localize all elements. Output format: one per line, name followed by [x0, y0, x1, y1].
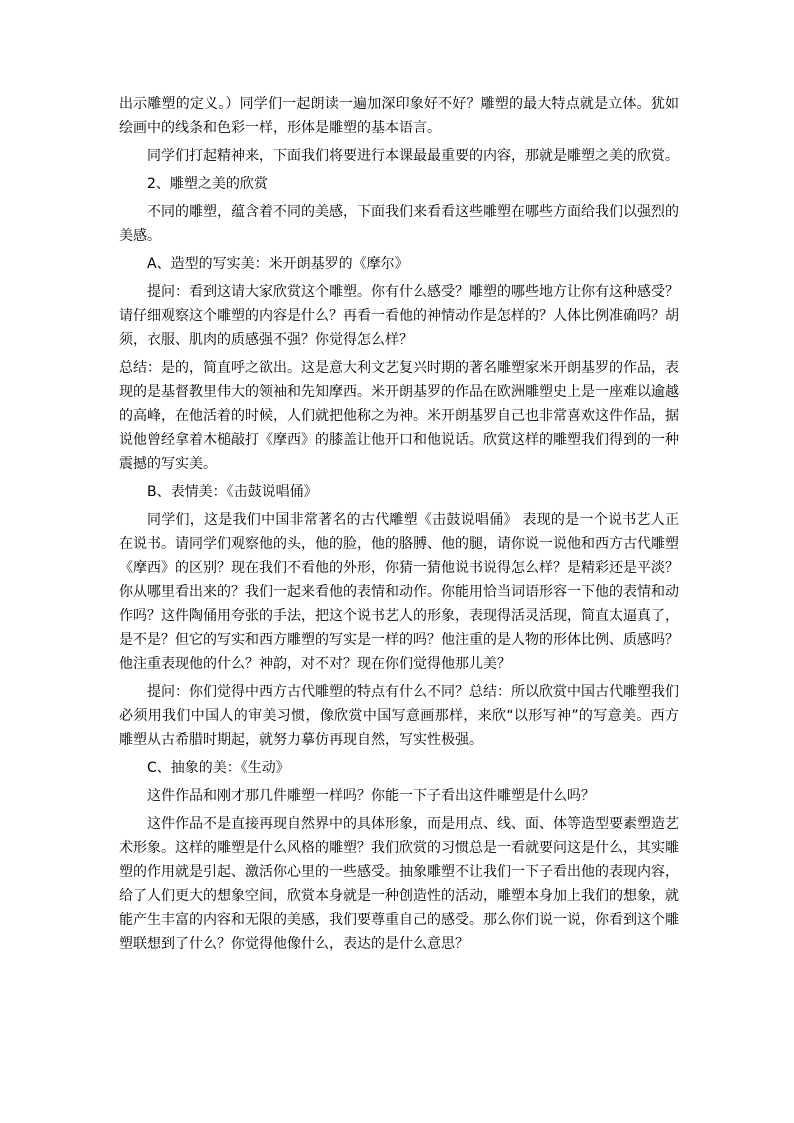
- subsection-heading-c: C、抽象的美：《生动》: [147, 760, 290, 776]
- subsection-heading-b: B、表情美：《击鼓说唱俑》: [147, 484, 318, 500]
- document-page: [119, 92, 679, 956]
- paragraph-discussion-c: 这件作品不是直接再现自然界中的具体形象，而是用点、线、面、体等造型要素塑造艺术形象。这样的雕塑是什么风格的雕塑？我们欣赏的习惯总是一看就要问这是什么，其实雕塑的作用就是引起、激活你心里的一些感受。抽象雕塑不让我们一下子看出他的表现内容，给了人们更大的想象空间，欣赏本身就是一种创造性的活动，雕塑本身加上我们的想象，就能产生丰富的内容和无限的美感，我们要尊重自己的感受。那么你们说一说，你看到这个雕塑联想到了什么？你觉得他像什么，表达的是什么意思？: [119, 816, 679, 952]
- paragraph-intro: 出示雕塑的定义。）同学们一起朗读一遍加深印象好不好？雕塑的最大特点就是立体。犹如绘画中的线条和色彩一样，形体是雕塑的基本语言。: [119, 96, 679, 136]
- section-heading-2: 2、雕塑之美的欣赏: [147, 176, 268, 192]
- subsection-heading-a: A、造型的写实美：米开朗基罗的《摩尔》: [147, 256, 409, 272]
- paragraph-question-c: 这件作品和刚才那几件雕塑一样吗？你能一下子看出这件雕塑是什么吗？: [147, 788, 595, 804]
- paragraph-discussion-b: 同学们，这是我们中国非常著名的古代雕塑《击鼓说唱俑》 表现的是一个说书艺人正在说书。请同学们观察他的头，他的脸，他的胳膊、他的腿，请你说一说他和西方古代雕塑《摩西》的区别？现在我们不看他的外形，你猜一猜他说书说得怎么样？是精彩还是平淡？你从哪里看出来的？我们一起来看他的表情和动作。你能用恰当词语形容一下他的表情和动作吗？这件陶俑用夸张的手法，把这个说书艺人的形象，表现得活灵活现，简直太逼真了，是不是？但它的写实和西方雕塑的写实是一样的吗？他注重的是人物的形体比例、质感吗？他注重表现他的什么？神韵，对不对？现在你们觉得他那儿美？: [119, 512, 679, 672]
- paragraph-summary-a: 总结：是的，简直呼之欲出。这是意大利文艺复兴时期的著名雕塑家米开朗基罗的作品，表现的是基督教里伟大的领袖和先知摩西。米开朗基罗的作品在欧洲雕塑史上是一座难以逾越的高峰，在他活着的时候，人们就把他称之为神。米开朗基罗自己也非常喜欢这件作品，据说他曾经拿着木槌敲打《摩西》的膝盖让他开口和他说话。欣赏这样的雕塑我们得到的一种震撼的写实美。: [119, 360, 679, 472]
- paragraph-question-a: 提问：看到这请大家欣赏这个雕塑。你有什么感受？雕塑的哪些地方让你有这种感受？请仔细观察这个雕塑的内容是什么？再看一看他的神情动作是怎样的？人体比例准确吗？胡须，衣服、肌肉的质感强不强？你觉得怎么样？: [119, 284, 679, 348]
- paragraph-transition: 同学们打起精神来，下面我们将要进行本课最最重要的内容，那就是雕塑之美的欣赏。: [147, 148, 679, 164]
- paragraph-section-intro: 不同的雕塑，蕴含着不同的美感，下面我们来看看这些雕塑在哪些方面给我们以强烈的美感。: [119, 204, 679, 244]
- paragraph-question-b: 提问：你们觉得中西方古代雕塑的特点有什么不同？总结：所以欣赏中国古代雕塑我们必须用我们中国人的审美习惯，像欣赏中国写意画那样，来欣“以形写神”的写意美。西方雕塑从古希腊时期起，就努力摹仿再现自然，写实性极强。: [119, 684, 679, 748]
